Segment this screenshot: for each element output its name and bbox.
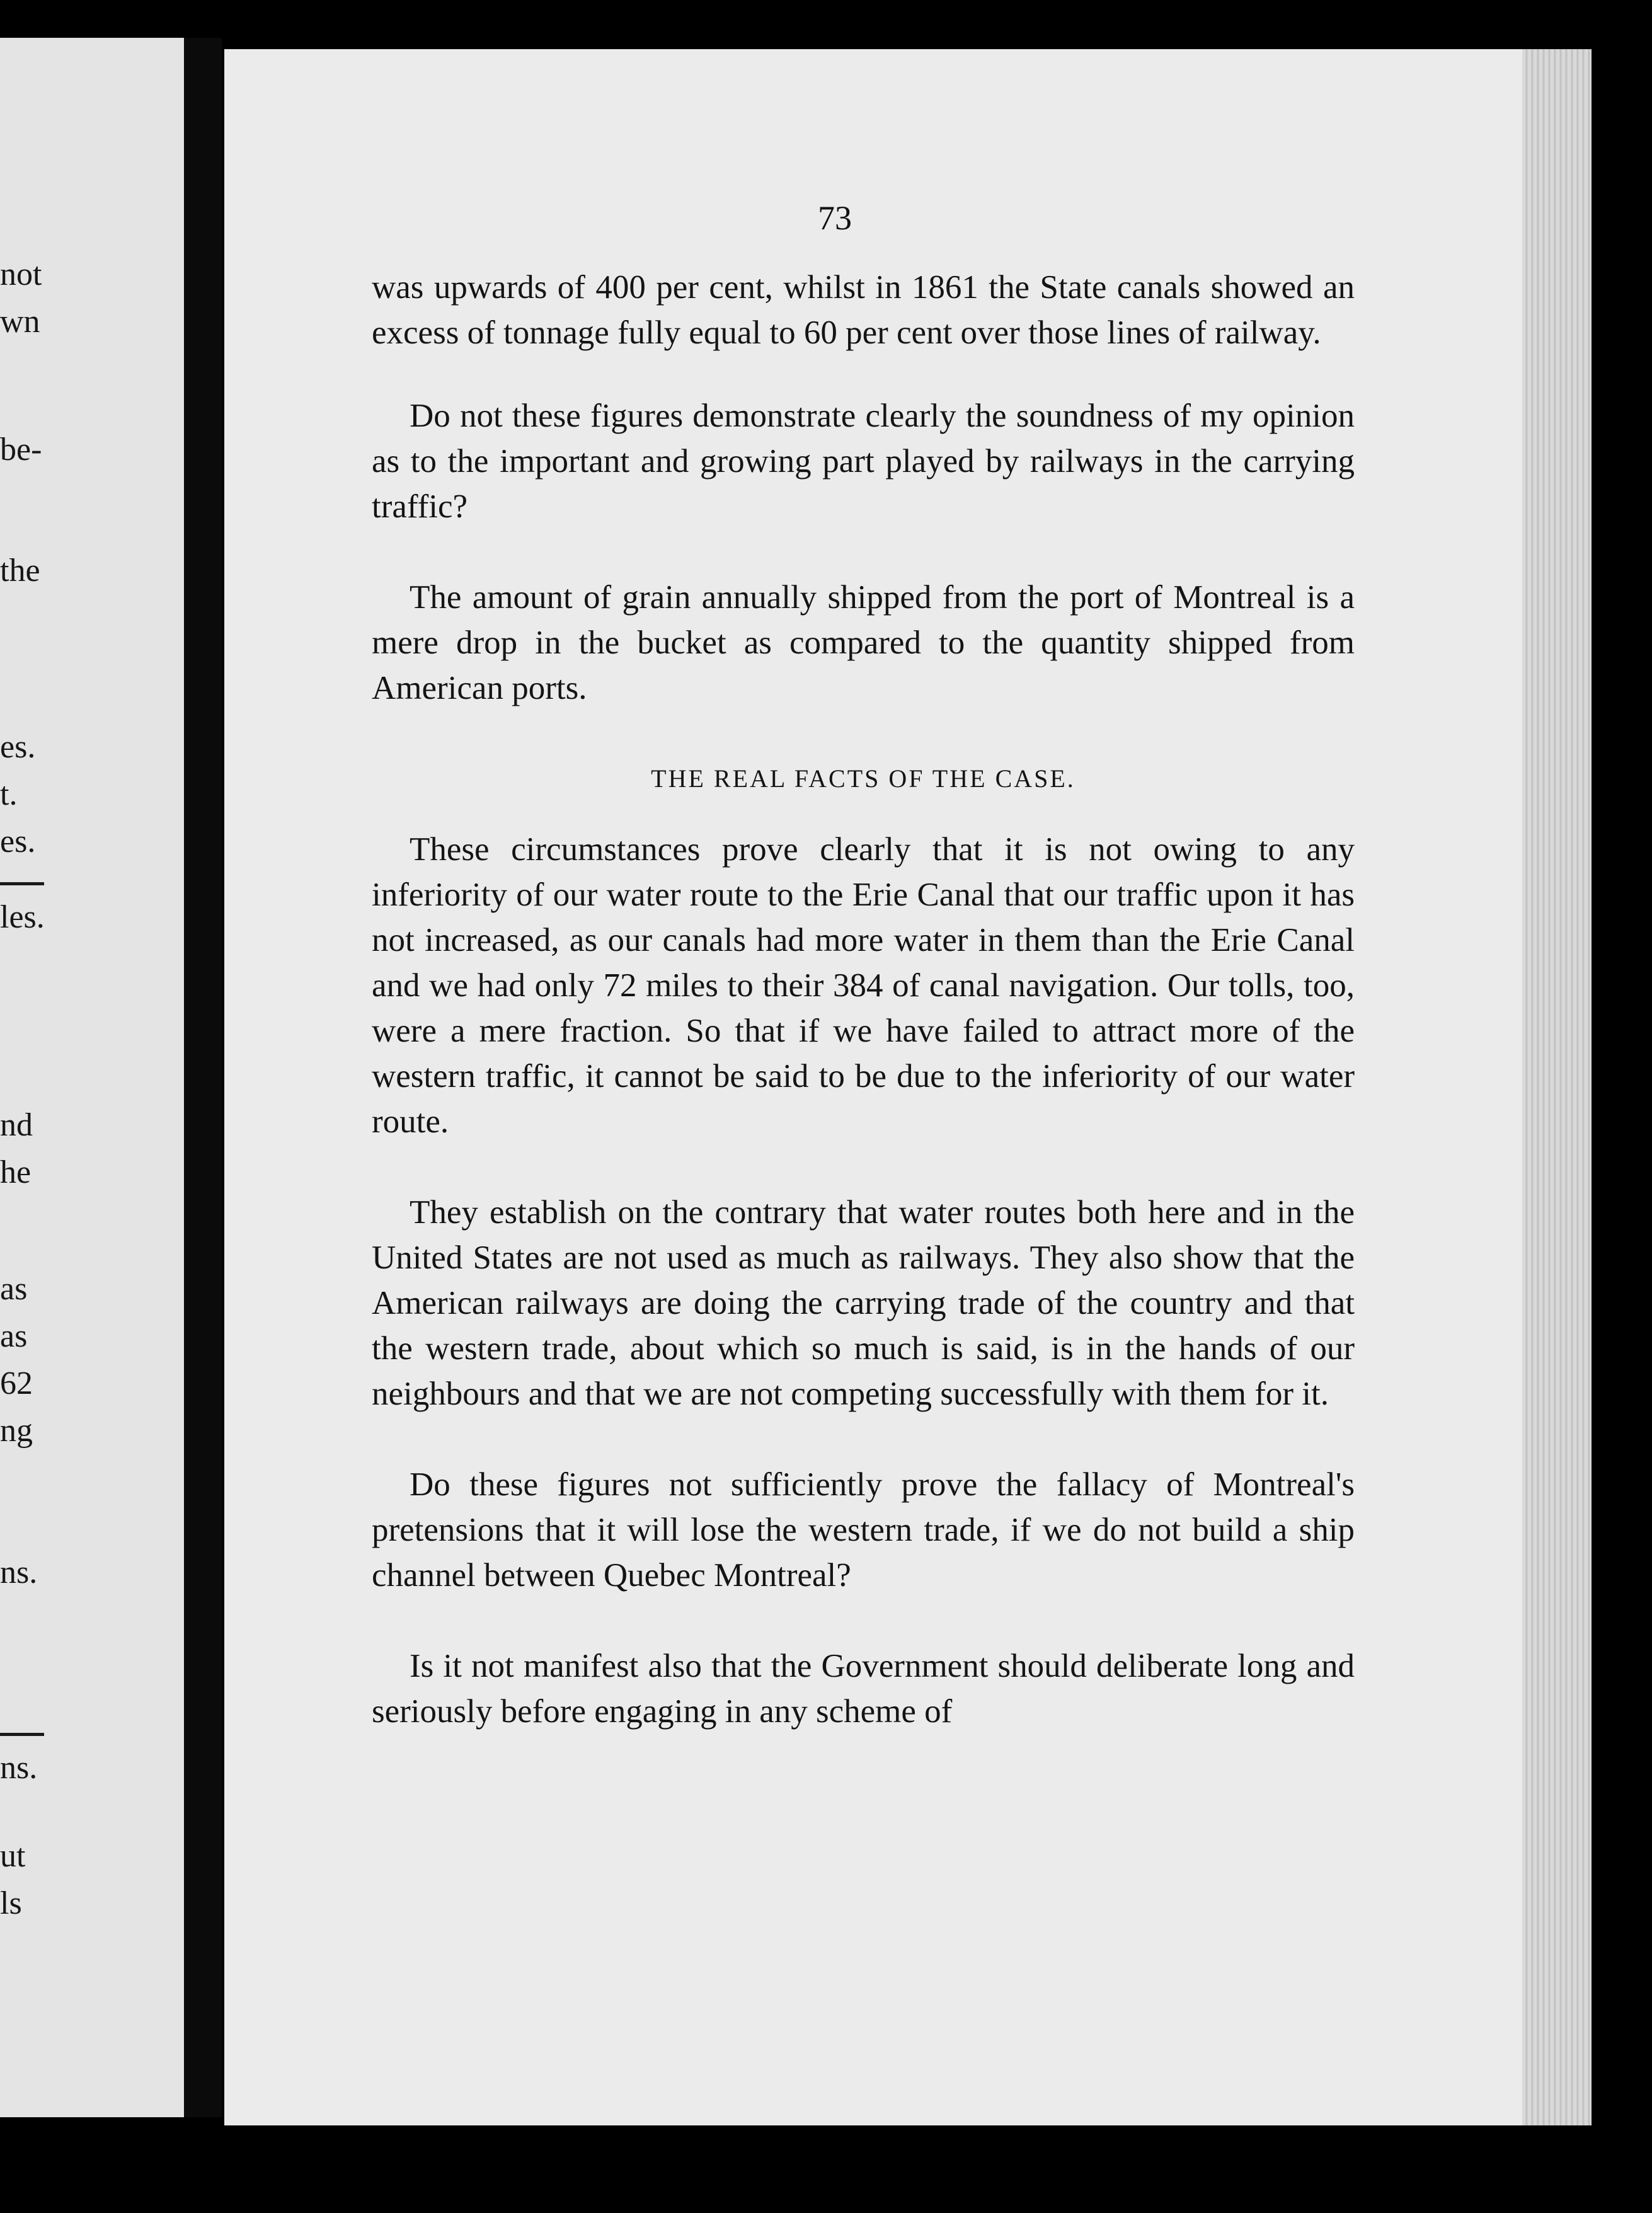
left-fragment: ut xyxy=(0,1838,26,1874)
left-facing-page xyxy=(0,38,189,2117)
paragraph: Do these figures not sufficiently prove the fallacy of Montreal's pretensions that it will lose the western trade, if we do not build a ship channel between Quebec Montreal? xyxy=(372,1466,1355,1594)
left-fragment: es. xyxy=(0,824,36,859)
left-fragment: nd xyxy=(0,1107,33,1143)
left-rule xyxy=(0,882,44,885)
left-fragment: ng xyxy=(0,1413,33,1449)
left-fragment: 62 xyxy=(0,1365,33,1401)
left-fragment: be- xyxy=(0,432,42,468)
paragraph: Is it not manifest also that the Government should deliberate long and seriously before engaging in any scheme of xyxy=(372,1648,1355,1730)
left-fragment: les. xyxy=(0,899,45,935)
left-fragment: as xyxy=(0,1318,28,1354)
paragraph: They establish on the contrary that water routes both here and in the United States are not used as much as railways. They also show that the American railways are doing the carrying trade of the country and that the western trade, about which so much is said, is in the hands of our neighbours and that we are not competing successfully with them for it. xyxy=(372,1194,1355,1412)
left-fragment: t. xyxy=(0,776,18,812)
left-fragment: ns. xyxy=(0,1750,38,1786)
paragraph: was upwards of 400 per cent, whilst in 1861 the State canals showed an excess of tonnage fully equal to 60 per cent over those lines of railway. xyxy=(372,269,1355,351)
book-gutter xyxy=(184,38,222,2117)
left-fragment: he xyxy=(0,1154,32,1190)
left-fragment: ns. xyxy=(0,1555,38,1590)
left-rule xyxy=(0,1733,44,1736)
left-fragment: es. xyxy=(0,729,36,765)
paragraph: The amount of grain annually shipped from the port of Montreal is a mere drop in the bucket as compared to the quantity shipped from American ports. xyxy=(372,579,1355,706)
paragraph: Do not these figures demonstrate clearly the soundness of my opinion as to the important and growing part played by railways in the carrying traffic? xyxy=(372,398,1355,525)
section-heading: THE REAL FACTS OF THE CASE. xyxy=(651,764,1076,793)
page-edges xyxy=(1522,49,1592,2125)
left-fragment: not xyxy=(0,256,42,292)
left-fragment: as xyxy=(0,1271,28,1307)
paragraph: These circumstances prove clearly that it is not owing to any inferiority of our water route to the Erie Canal that our traffic upon it has not increased, as our canals had more water in them than the Erie Canal and we had only 72 miles to their 384 of canal navigation. Our tolls, too, were a mere fraction. So that if we have failed to attract more of the western traffic, it cannot be said to be due to the inferiority of our water route. xyxy=(372,831,1355,1140)
page-number: 73 xyxy=(818,199,852,237)
left-fragment: ls xyxy=(0,1885,22,1921)
left-fragment: wn xyxy=(0,304,40,340)
left-fragment: the xyxy=(0,553,40,589)
page-body xyxy=(372,265,1355,1779)
